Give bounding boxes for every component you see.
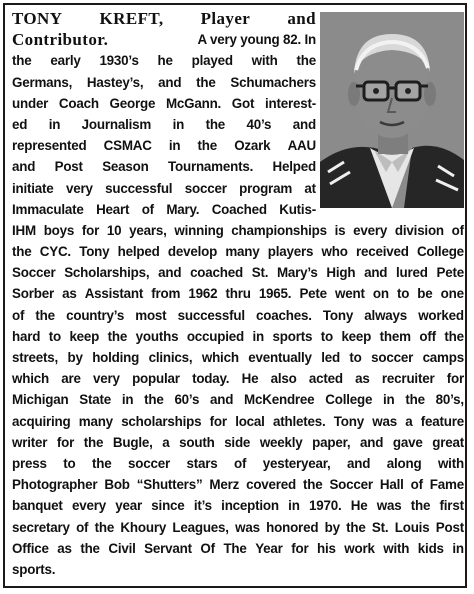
- body-line: Sorber as Assistant from 1962 thru 1965. Pete went on to be one: [12, 286, 464, 302]
- body-line: the CYC. Tony helped develop many players who received College: [12, 244, 464, 260]
- body-line: IHM boys for 10 years, winning championships is every division of: [12, 222, 464, 238]
- body-line: secretary of the Khoury Leagues, was honored by the St. Louis Post: [12, 519, 464, 535]
- body-line: [12, 29, 316, 50]
- body-line: banquet every year since it’s inception in 1970. He was the first: [12, 498, 464, 514]
- article-heading: TONY KREFT, Player and: [12, 9, 316, 28]
- body-line: initiate very successful soccer program at: [12, 180, 316, 196]
- body-line: sports.: [12, 561, 56, 577]
- body-line: hard to keep the youths occupied in sports to keep them off the: [12, 328, 464, 344]
- body-line: which are very popular today. He also acted as recruiter for: [12, 371, 464, 387]
- body-line: Immaculate Heart of Mary. Coached Kutis-: [12, 201, 316, 217]
- body-line: Office as the Civil Servant Of The Year for his work with kids in: [12, 540, 464, 556]
- body-line: Germans, Hastey’s, and the Schumachers: [12, 74, 316, 90]
- article-body: [12, 8, 464, 580]
- body-line: streets, by holding clinics, which eventually led to soccer camps: [12, 350, 464, 365]
- body-text: A very young 82. In: [197, 32, 316, 48]
- body-line: under Coach George McGann. Got interest-: [12, 95, 316, 111]
- body-line: press to the soccer stars of yesteryear, and along with: [12, 455, 464, 471]
- body-line: the early 1930’s he played with the: [12, 53, 316, 69]
- body-line: Michigan State in the 60’s and McKendree College in the 80’s,: [12, 392, 464, 408]
- body-line: Photographer Bob “Shutters” Merz covered the Soccer Hall of Fame: [12, 477, 464, 493]
- body-line: Soccer Scholarships, and coached St. Mary’s High and lured Pete: [12, 265, 464, 281]
- body-line: and Post Season Tournaments. Helped: [12, 159, 316, 175]
- body-line: represented CSMAC in the Ozark AAU: [12, 138, 316, 154]
- article-subheading: Contributor.: [12, 30, 109, 50]
- body-line: writer for the Bugle, a south side weekly paper, and gave great: [12, 434, 464, 450]
- body-line: ed in Journalism in the 40’s and: [12, 116, 316, 132]
- heading-line: [12, 8, 316, 29]
- body-line: acquiring many scholarships for local athletes. Tony was a feature: [12, 413, 464, 429]
- body-line: of the country’s most successful coaches. Tony always worked: [12, 307, 464, 323]
